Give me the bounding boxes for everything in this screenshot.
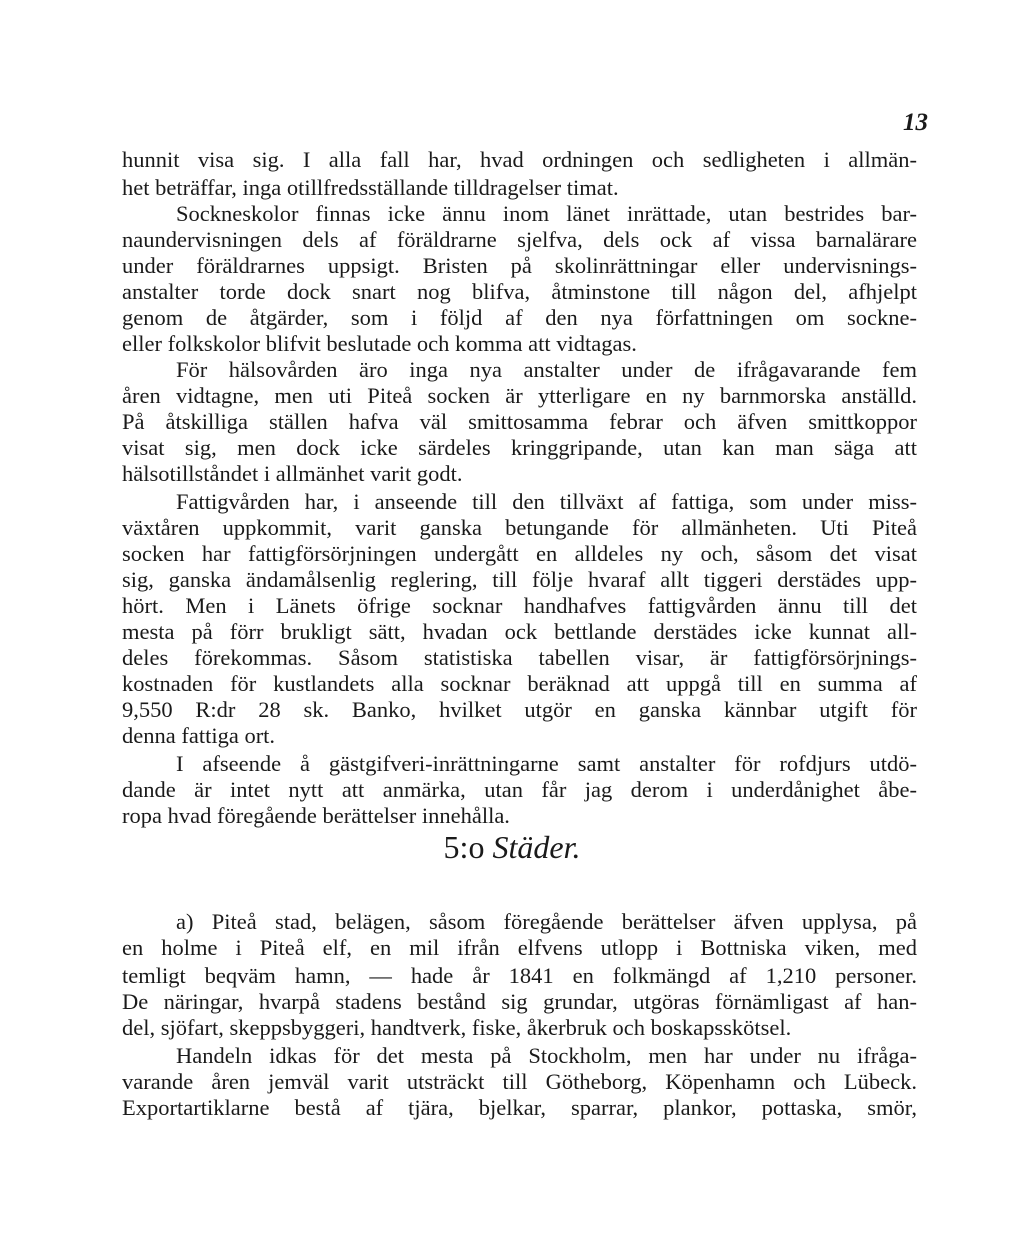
text-line: De näringar, hvarpå stadens bestånd sig grundar, utgöras förnämligast af han- (122, 989, 917, 1014)
text-line: Sockneskolor finnas icke ännu inom länet inrättade, utan bestrides bar- (176, 201, 917, 226)
section-number: 5:o (443, 829, 485, 865)
text-line: denna fattiga ort. (122, 723, 276, 748)
text-line: växtåren uppkommit, varit ganska betungande för allmänheten. Uti Piteå (122, 515, 917, 540)
text-line: temligt beqväm hamn, — hade år 1841 en folkmängd af 1,210 personer. (122, 963, 917, 988)
text-line: 9,550 R:dr 28 sk. Banko, hvilket utgör en ganska kännbar utgift för (122, 697, 917, 722)
text-line: en holme i Piteå elf, en mil ifrån elfvens utlopp i Bottniska viken, med (122, 935, 917, 960)
text-line: genom de åtgärder, som i följd af den nya författningen om sockne- (122, 305, 917, 330)
text-line: deles förekommas. Såsom statistiska tabellen visar, är fattigförsörjnings- (122, 645, 917, 670)
text-line: åren vidtagne, men uti Piteå socken är ytterligare en ny barnmorska anställd. (122, 383, 917, 408)
text-line: I afseende å gästgifveri-inrättningarne samt anstalter för rofdjurs utdö- (176, 751, 917, 776)
text-line: varande åren jemväl varit utsträckt till Götheborg, Köpenhamn och Lübeck. (122, 1069, 917, 1094)
text-line: visat sig, men dock icke särdeles kringgripande, utan kan man säga att (122, 435, 917, 460)
text-line: Fattigvården har, i anseende till den tillväxt af fattiga, som under miss- (176, 489, 917, 514)
text-line: het beträffar, inga otillfredsställande tilldragelser timat. (122, 175, 619, 200)
text-line: hört. Men i Länets öfrige socknar handhafves fattigvården ännu till det (122, 593, 917, 618)
text-line: socken har fattigförsörjningen undergått en alldeles ny och, såsom det visat (122, 541, 917, 566)
text-line: dande är intet nytt att anmärka, utan får jag derom i underdånighet åbe- (122, 777, 917, 802)
text-line: hälsotillståndet i allmänhet varit godt. (122, 461, 463, 486)
text-line: sig, ganska ändamålsenlig reglering, till följe hvaraf allt tiggeri derstädes upp- (122, 567, 917, 592)
text-line: Handeln idkas för det mesta på Stockholm, men har under nu ifråga- (176, 1043, 917, 1068)
page-number: 13 (903, 109, 928, 136)
text-line: På åtskilliga ställen hafva väl smittosamma febrar och äfven smittkoppor (122, 409, 917, 434)
section-heading (0, 828, 1024, 866)
section-title: Städer. (492, 829, 581, 865)
text-line: a) Piteå stad, belägen, såsom föregående berättelser äfven upplysa, på (176, 909, 917, 934)
text-line: naundervisningen dels af föräldrarne sjelfva, dels ock af vissa barnalärare (122, 227, 917, 252)
text-line: ropa hvad föregående berättelser innehålla. (122, 803, 510, 828)
text-line: Exportartiklarne bestå af tjära, bjelkar, sparrar, plankor, pottaska, smör, (122, 1095, 917, 1120)
text-line: hunnit visa sig. I alla fall har, hvad ordningen och sedligheten i allmän- (122, 147, 917, 172)
text-line: kostnaden för kustlandets alla socknar beräknad att uppgå till en summa af (122, 671, 917, 696)
text-line: del, sjöfart, skeppsbyggeri, handtverk, fiske, åkerbruk och boskapsskötsel. (122, 1015, 792, 1040)
text-line: eller folkskolor blifvit beslutade och komma att vidtagas. (122, 331, 637, 356)
text-line: under föräldrarnes uppsigt. Bristen på skolinrättningar eller undervisnings- (122, 253, 917, 278)
text-line: mesta på förr brukligt sätt, hvadan ock bettlande derstädes icke kunnat all- (122, 619, 917, 644)
text-line: För hälsovården äro inga nya anstalter under de ifrågavarande fem (176, 357, 917, 382)
text-line: anstalter torde dock snart nog blifva, åtminstone till någon del, afhjelpt (122, 279, 917, 304)
